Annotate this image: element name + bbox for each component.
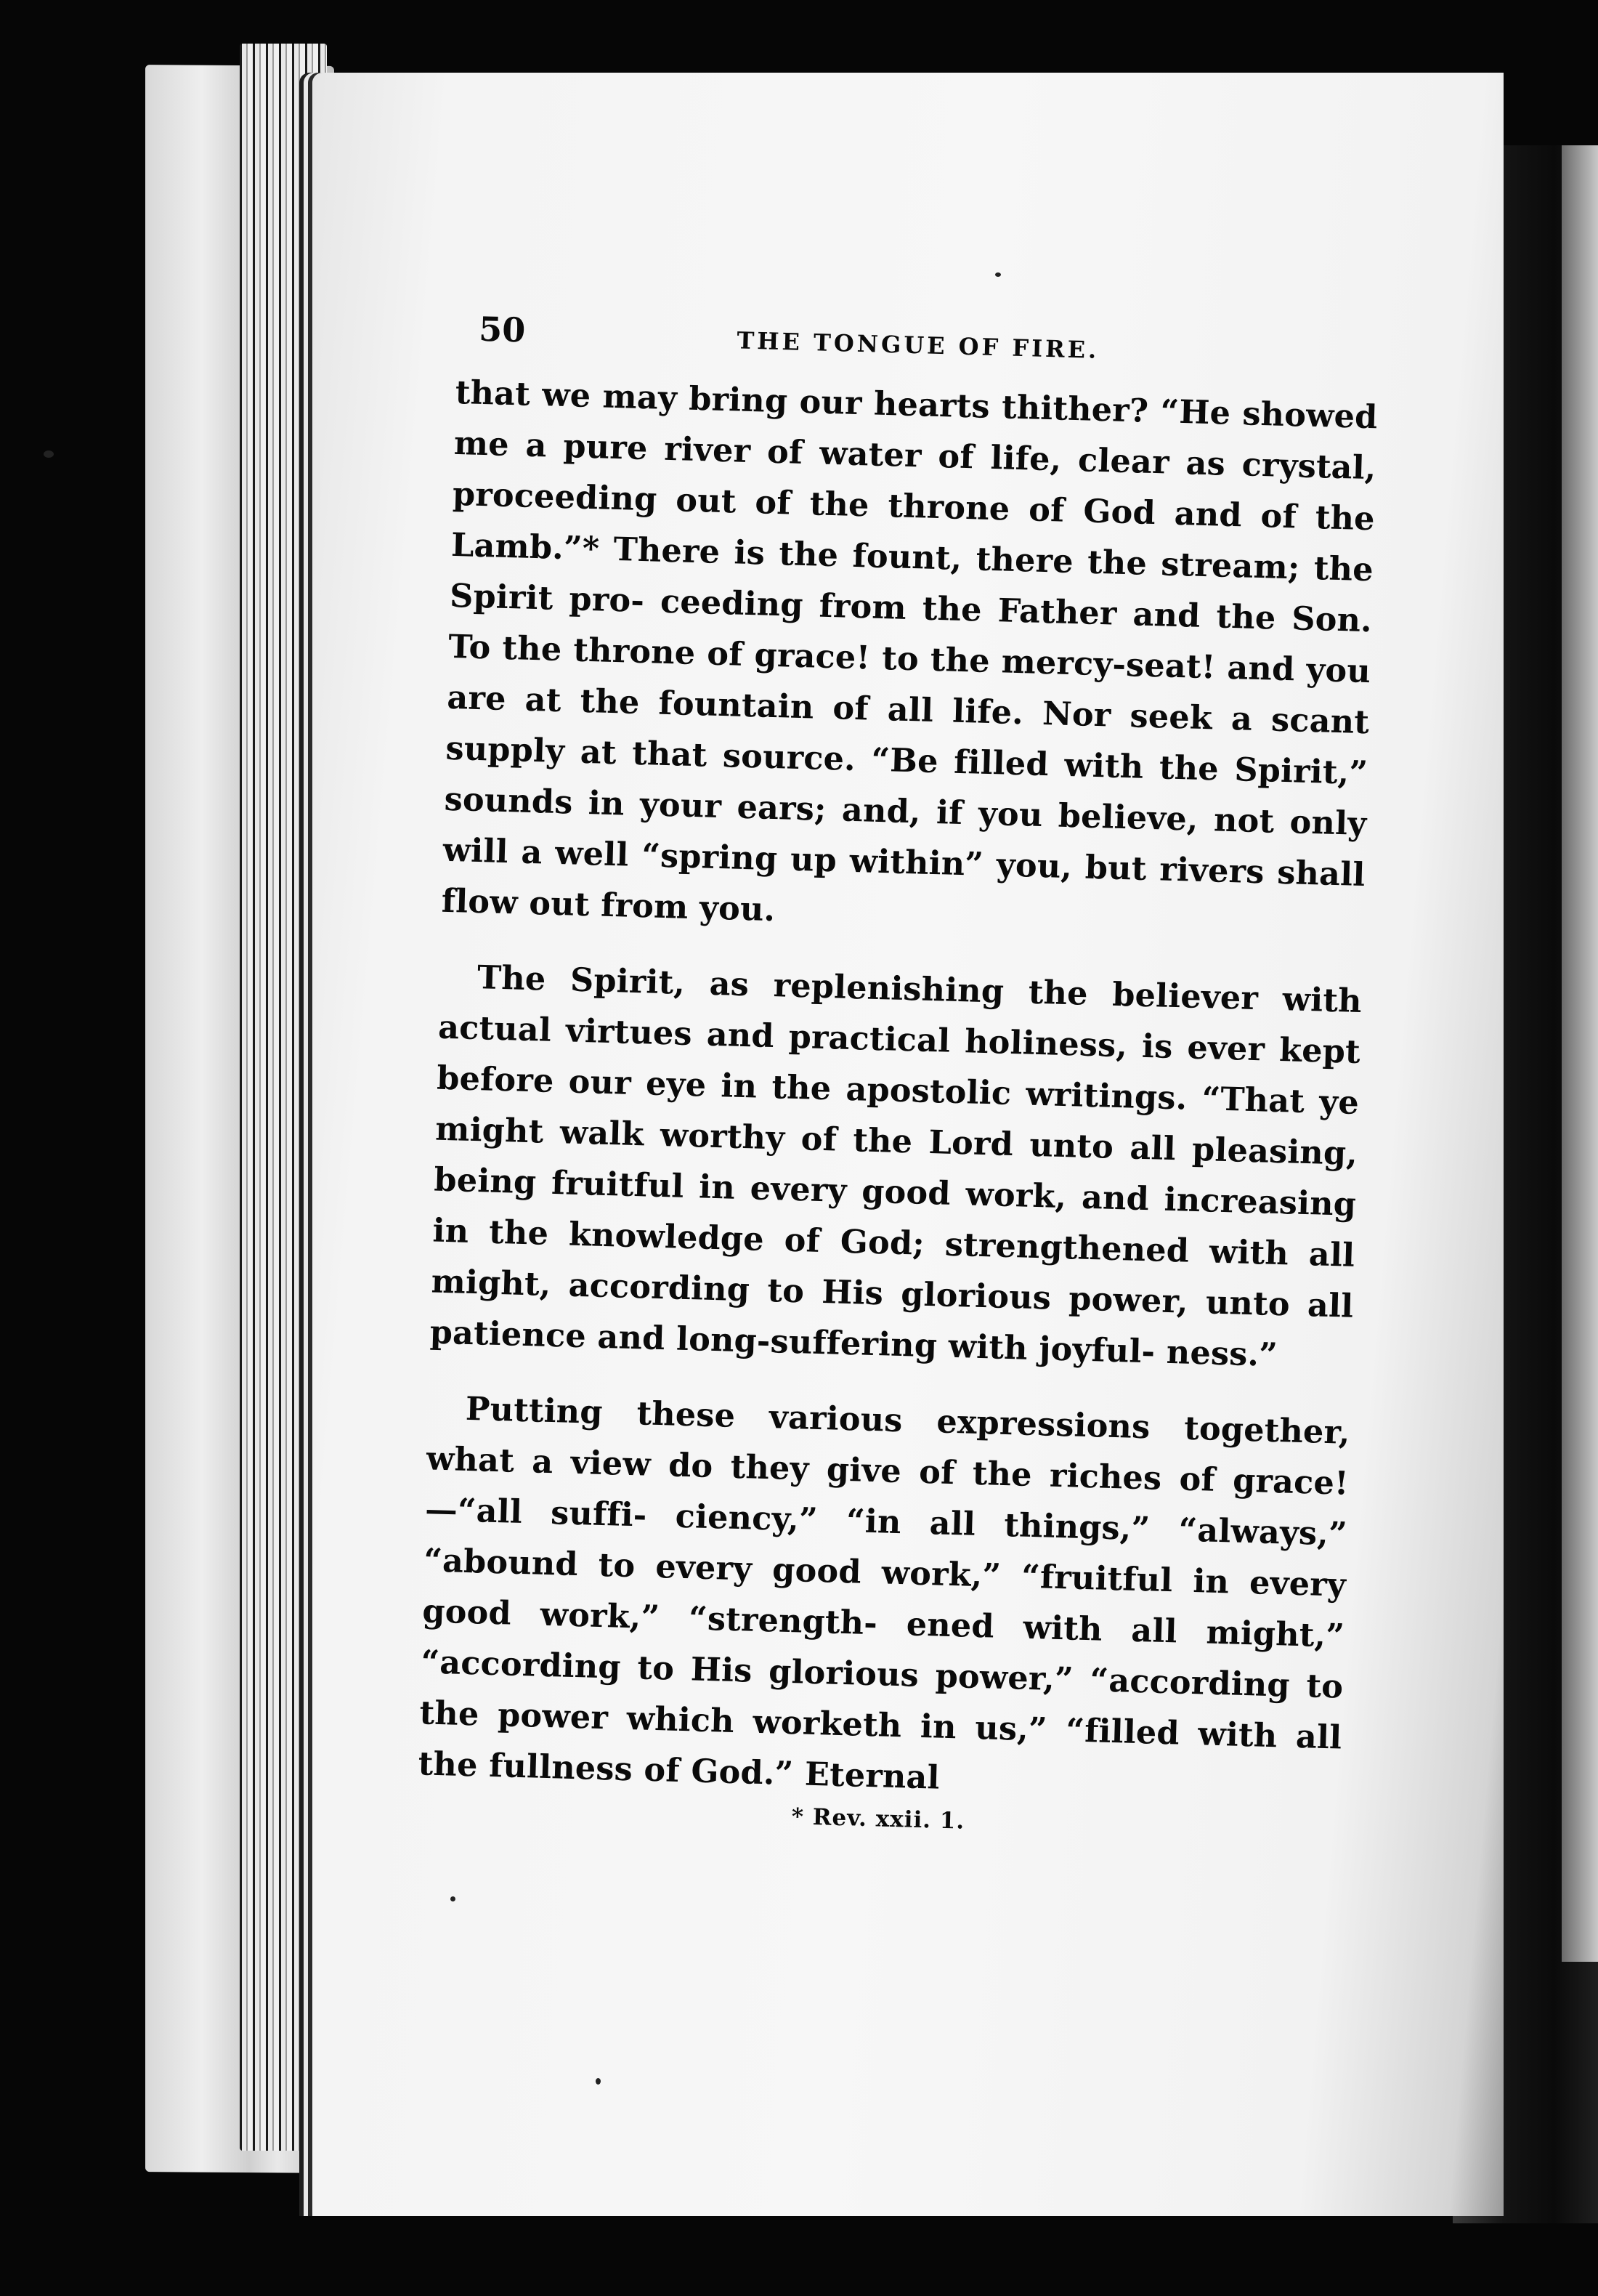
text-line: The Spirit, as replenishing the believer with actual bbox=[437, 958, 1363, 1049]
dust-speck bbox=[596, 2078, 601, 2085]
paragraph-3 bbox=[418, 1382, 1351, 1814]
text-line: virtues and practical holiness, is ever kept before our eye bbox=[436, 1011, 1361, 1104]
next-page-edge bbox=[1562, 145, 1598, 1962]
text-line: There is the fount, there the stream; the Spirit pro- bbox=[449, 530, 1374, 621]
text-line: that we may bring our hearts thither? “He showed bbox=[455, 373, 1379, 437]
text-line: view do they give of the riches of grace!—“all suffi- bbox=[424, 1443, 1350, 1535]
text-line: me a pure river of water of life, clear as crystal, bbox=[453, 424, 1377, 488]
text-line: power,” “according to the power which worketh in bbox=[419, 1657, 1344, 1747]
running-head: THE TONGUE OF FIRE. bbox=[737, 326, 1100, 364]
text-line: power, unto all patience and long-suffering with joyful- bbox=[429, 1280, 1355, 1371]
book-page bbox=[312, 73, 1504, 2216]
page-text-block bbox=[417, 309, 1380, 1845]
text-line: strengthened with all might, according to His glorious bbox=[431, 1225, 1355, 1317]
text-line: in the apostolic writings. “That ye might walk worthy bbox=[434, 1067, 1360, 1157]
text-line: ears; and, if you believe, not only will a well “spring bbox=[442, 788, 1367, 878]
text-line: source. “Be filled with the Spirit,” sounds in your bbox=[444, 737, 1368, 826]
text-line: ciency,” “in all things,” “always,” “abound to every bbox=[423, 1497, 1348, 1588]
dust-speck bbox=[450, 1896, 455, 1901]
text-line: of the Lord unto all pleasing, being fruitful in every bbox=[433, 1120, 1358, 1210]
paragraph-2 bbox=[429, 951, 1363, 1383]
page-number: 50 bbox=[478, 309, 526, 350]
dust-speck bbox=[995, 272, 1001, 277]
text-line: good work, and increasing in the knowledge of God; bbox=[431, 1172, 1357, 1263]
text-line: ceeding from the Father and the Son. To the throne bbox=[447, 582, 1373, 673]
text-line: Putting these various expressions together, what a bbox=[426, 1389, 1351, 1482]
text-line: fountain of all life. Nor seek a scant supply at that bbox=[445, 684, 1370, 775]
text-line: proceeding out of the throne of God and of the Lamb.”* bbox=[450, 474, 1376, 568]
text-line: us,” “filled with all the fullness of God.” Eternal bbox=[418, 1708, 1342, 1797]
footnote: * Rev. xxii. 1. bbox=[791, 1803, 965, 1835]
text-line: of grace! to the mercy-seat! and you are at the bbox=[446, 634, 1371, 721]
text-line: ened with all might,” “according to His glorious bbox=[420, 1605, 1345, 1694]
paragraph-1 bbox=[441, 367, 1378, 951]
dust-speck bbox=[44, 450, 54, 458]
text-line: good work,” “fruitful in every good work,” “strength- bbox=[421, 1551, 1347, 1643]
text-line: up within” you, but rivers shall flow out from you. bbox=[441, 840, 1366, 929]
text-line: ness.” bbox=[1166, 1333, 1278, 1375]
